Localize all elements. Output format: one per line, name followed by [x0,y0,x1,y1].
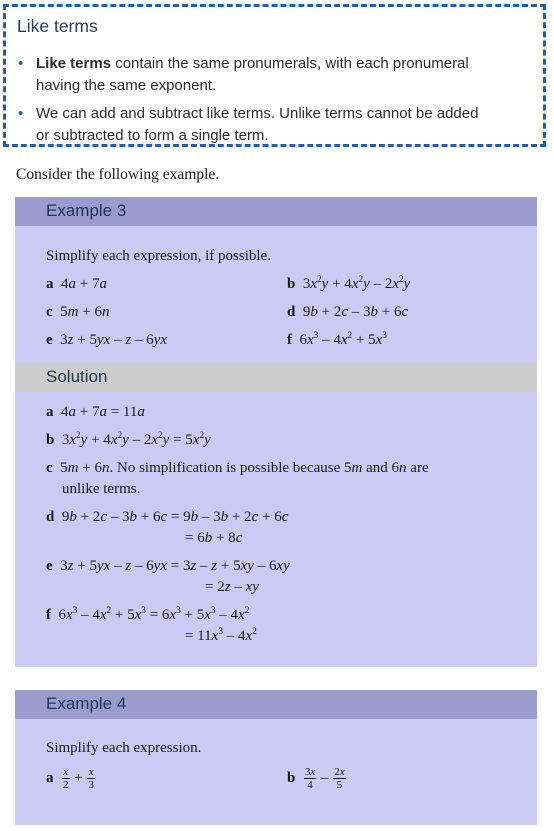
solution-panel [15,363,537,667]
part-label: b [287,769,296,786]
part-label: d [46,509,55,525]
part-label: a [46,276,54,292]
example-3-panel [15,197,537,363]
sol-c-text: are [406,460,429,476]
bullet-1-text-2: having the same exponent. [36,77,217,94]
example-4-panel [15,690,537,825]
example-3-header [15,197,537,226]
fraction: $\frac{x}{3}$ [88,766,94,791]
bullet-2-text: We can add and subtract like terms. Unlike terms cannot be added [36,105,479,122]
ex3-part-d: d 9b + 2c – 3b + 6c [287,304,409,320]
like-terms-bullet-1 [18,53,538,97]
sol-part-f-line-2: = $11x^3 - 4x^2$ [185,626,257,644]
part-label: f [287,332,292,348]
part-label: c [46,460,53,476]
ex3-part-b: b $3x^2y + 4x^2y - 2x^2y$ [287,274,411,292]
sol-part-c: c 5m + 6n. No simplification is possible because 5m and 6n are [46,460,429,476]
part-label: c [46,304,53,320]
sol-part-e: e 3z + 5yx – z – 6yx = 3z – z + 5xy – 6xy [46,558,290,574]
ex3-part-e: e 3z + 5yx – z – 6yx [46,332,167,348]
bullet-icon: • [18,105,24,122]
sol-part-a: a 4a + 7a = 11a [46,404,145,420]
fraction: $\frac{x}{2}$ [63,766,69,791]
sol-part-f: f $6x^3 - 4x^2 + 5x^3 = 6x^3 + 5x^3 - 4x^2$ [46,605,250,623]
ex4-part-b: b $\frac{3x}{4}$ – $\frac{2x}{5}$ [287,766,345,791]
example-3-instruction: Simplify each expression, if possible. [46,248,271,264]
part-label: f [46,607,51,623]
example-4-instruction: Simplify each expression. [46,740,202,756]
sol-part-c-line-2: unlike terms. [62,481,141,497]
part-label: e [46,558,53,574]
intro-text: Consider the following example. [16,166,220,183]
sol-part-b: b $3x^2y + 4x^2y - 2x^2y = 5x^2y$ [46,430,211,448]
example-3-title: Example 3 [46,201,127,220]
fraction: $\frac{3x}{4}$ [304,766,316,791]
solution-title: Solution [46,367,108,386]
part-label: e [46,332,53,348]
part-label: b [287,276,296,292]
like-terms-bold: Like terms [36,55,112,72]
like-terms-box [3,4,546,147]
like-terms-bullet-2 [18,103,538,147]
part-label: d [287,304,296,320]
solution-header [15,363,537,392]
example-4-header [15,690,537,719]
sol-part-e-line-2: = 2z – xy [205,579,259,595]
example-4-title: Example 4 [46,694,127,713]
sol-c-text: . No simplification is possible because 5 [109,460,352,476]
part-label: a [46,404,54,420]
ex3-part-f: f $6x^3 - 4x^2 + 5x^3$ [287,330,387,348]
ex3-part-c: c 5m + 6n [46,304,110,320]
sol-part-d: d 9b + 2c – 3b + 6c = 9b – 3b + 2c + 6c [46,509,289,525]
part-label: b [46,432,55,448]
sol-part-d-line-2: = 6b + 8c [185,530,243,546]
fraction: $\frac{2x}{5}$ [334,766,345,791]
bullet-2-text-2: or subtracted to form a single term. [36,127,269,144]
bullet-1-text: contain the same pronumerals, with each pronumeral [111,55,469,72]
ex3-part-a: a 4a + 7a [46,276,107,292]
sol-c-text: and 6 [362,460,400,476]
like-terms-title: Like terms [17,16,98,36]
ex4-part-a: a $\frac{x}{2}$ + $\frac{x}{3}$ [46,766,94,791]
bullet-icon: • [18,55,24,72]
part-label: a [46,769,54,786]
